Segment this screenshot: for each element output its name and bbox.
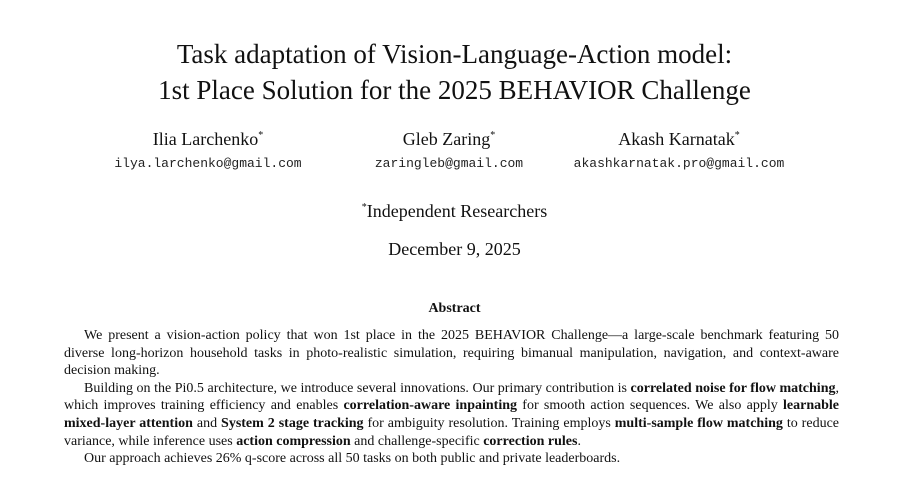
affiliation-mark: * [361,202,367,213]
author-email: akashkarnatak.pro@gmail.com [573,156,785,171]
abstract-body [64,327,839,468]
highlight-stage-tracking: System 2 stage tracking [221,415,364,431]
author-name: Gleb Zaring* [402,129,496,149]
affiliation [0,200,909,222]
author-affiliation-mark: * [490,130,496,141]
author-email: zaringleb@gmail.com [374,156,524,171]
author-email: ilya.larchenko@gmail.com [114,156,302,171]
author-list [0,128,909,178]
affiliation-text: Independent Researchers [366,201,548,221]
highlight-mixed-layer-attention: learnable mixed-layer attention [64,398,839,431]
abstract-paragraph-2: Building on the Pi0.5 architecture, we introduce several innovations. Our primary contribution is correlated noise for flow matching, which improves training efficiency and enables correlation-aware inpainting for smooth action sequences. We also apply learnable mixed-layer attention and System 2 stage tracking for ambiguity resolution. Training employs multi-sample flow matching to reduce variance, while inference uses action compression and challenge-specific correction rules. [64,380,839,449]
highlight-inpainting: correlation-aware inpainting [343,398,518,414]
author-affiliation-mark: * [258,130,264,141]
author-block [88,128,328,172]
highlight-correction-rules: correction rules [483,433,578,449]
author-affiliation-mark: * [734,130,740,141]
title-line-2: 1st Place Solution for the 2025 BEHAVIOR Challenge [158,75,751,105]
highlight-multi-sample: multi-sample flow matching [614,415,783,431]
paper-title [0,36,909,108]
abstract-heading: Abstract [428,301,481,316]
abstract-paragraph-3: Our approach achieves 26% q-score across all 50 tasks on both public and private leaderboards. [84,451,621,467]
highlight-correlated-noise: correlated noise for flow matching [630,380,836,396]
author-name: Ilia Larchenko* [152,129,264,149]
abstract-paragraph-1: We present a vision-action policy that won 1st place in the 2025 BEHAVIOR Challenge—a large-scale benchmark featuring 50 diverse long-horizon household tasks in photo-realistic simulation, requiring bimanual manipulation, navigation, and context-aware decision making. [64,328,839,379]
title-line-1: Task adaptation of Vision-Language-Action model: [176,39,733,69]
author-block [540,128,818,172]
highlight-action-compression: action compression [236,433,351,449]
author-name: Akash Karnatak* [618,129,740,149]
publication-date: December 9, 2025 [388,239,521,259]
